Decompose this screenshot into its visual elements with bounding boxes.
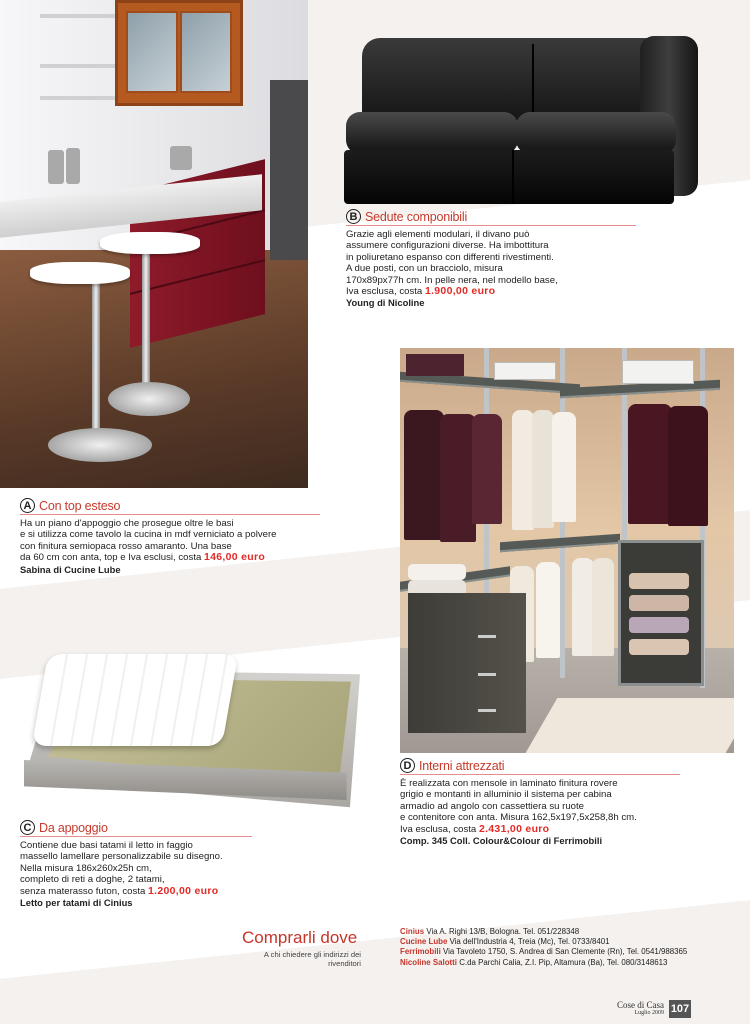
caption-line: completo di reti a doghe, 2 tatami, (20, 874, 165, 886)
dealer-entry (400, 958, 687, 968)
caption-a (20, 498, 320, 575)
stool-pole (142, 240, 150, 390)
caption-line: armadio ad angolo con cassettiera su ruote (400, 800, 584, 812)
caption-header (20, 498, 320, 515)
sofa-photo (340, 30, 702, 208)
caption-b (346, 209, 636, 309)
stool-seat (30, 262, 130, 284)
dealer-name: Nicoline Salotti (400, 957, 457, 967)
sofa-cushion (346, 112, 518, 154)
caption-line: grigio e montanti in alluminio il sistema per cabina (400, 789, 612, 801)
walk-in-closet-photo (400, 348, 734, 753)
storage-cabinet (618, 540, 704, 686)
dealer-entry (400, 947, 687, 957)
jacket (628, 404, 672, 524)
price: 1.900,00 euro (424, 285, 496, 298)
folded-towel (408, 564, 466, 580)
price: 2.431,00 euro (478, 822, 550, 835)
sofa-base (344, 150, 674, 204)
caption-body (400, 778, 680, 846)
caption-line: da 60 cm con anta, top e Iva esclusi, costa (20, 552, 202, 564)
caption-line: assumere configurazioni diverse. Ha imbottitura (346, 240, 549, 252)
shirt (592, 558, 614, 656)
caption-line: A due posti, con un bracciolo, misura (346, 263, 503, 275)
caption-header (20, 820, 252, 837)
price: 1.200,00 euro (148, 884, 219, 897)
where-to-buy-title: Comprarli dove (242, 928, 358, 947)
price: 146,00 euro (204, 551, 266, 564)
caption-line: Iva esclusa, costa (346, 286, 423, 298)
caption-line: È realizzata con mensole in laminato finitura rovere (400, 778, 618, 789)
dealer-entry (400, 937, 687, 947)
dealer-name: Cucine Lube (400, 937, 448, 947)
caption-line: Grazie agli elementi modulari, il divano può (346, 229, 530, 240)
dealer-address: C.da Parchi Calia, Z.I. Pip, Altamura (Ba), Tel. 080/3148613 (459, 957, 668, 967)
caption-line: con finitura semiopaca rosso amaranto. Una base (20, 540, 232, 552)
shirt (532, 410, 554, 528)
storage-box (622, 360, 694, 384)
where-to-buy-subtitle: A chi chiedere gli indirizzi dei rivenditori (263, 950, 361, 968)
jacket (472, 414, 502, 524)
shirt (572, 558, 594, 656)
caption-title: Da appoggio (39, 820, 108, 835)
dealer-entry (400, 927, 687, 937)
glass-door (180, 11, 232, 93)
dealer-address: Via dell'Industria 4, Treia (Mc), Tel. 0733/8401 (449, 937, 610, 947)
caption-body (20, 840, 252, 908)
kettle (66, 148, 80, 184)
manufacturer: Young di Nicoline (346, 297, 425, 309)
folded-linen (494, 362, 556, 380)
publication-footer (617, 1000, 664, 1016)
tatami-bed-photo (18, 648, 363, 816)
caption-title: Interni attrezzati (419, 758, 505, 773)
wall-cabinet (115, 0, 243, 106)
kettle (48, 150, 64, 184)
caption-body (346, 229, 636, 309)
caption-line: e contenitore con anta. Misura 162,5x197,5x258,8h cm. (400, 812, 637, 824)
shirt (512, 410, 534, 530)
caption-line: senza materasso futon, costa (20, 885, 146, 897)
issue-date: Luglio 2009 (634, 1010, 664, 1016)
caption-header (400, 758, 680, 775)
caption-line: Ha un piano d'appoggio che prosegue oltre le basi (20, 518, 234, 529)
glass-door (126, 11, 178, 93)
dealer-name: Ferrimobili (400, 947, 441, 957)
caption-title: Con top esteso (39, 498, 121, 513)
caption-line: Nella misura 186x260x25h cm, (20, 862, 152, 874)
caption-body (20, 518, 320, 575)
caption-letter-badge: A (20, 498, 35, 513)
stool-seat (100, 232, 200, 254)
jacket (668, 406, 708, 526)
manufacturer: Letto per tatami di Cinius (20, 897, 133, 909)
shelving-unit (270, 80, 308, 260)
caption-line: in poliuretano espanso con differenti rivestimenti. (346, 251, 554, 263)
dealer-name: Cinius (400, 927, 425, 936)
caption-c (20, 820, 252, 908)
caption-header (346, 209, 636, 226)
caption-letter-badge: B (346, 209, 361, 224)
caption-line: e si utilizza come tavolo la cucina in mdf verniciato a polvere (20, 529, 277, 541)
caption-d (400, 758, 680, 846)
drawer-unit-on-wheels (408, 593, 526, 733)
manufacturer: Comp. 345 Coll. Colour&Colour di Ferrimobili (400, 835, 603, 847)
dealer-address: Via A. Righi 13/B, Bologna. Tel. 051/228348 (426, 927, 580, 936)
futon-mattress (32, 654, 238, 746)
dealer-list (400, 927, 687, 968)
page-number: 107 (669, 1000, 691, 1018)
sofa-cushion (516, 112, 676, 154)
magazine-name: Cose di Casa (617, 1000, 664, 1010)
jacket (404, 410, 444, 540)
caption-title: Sedute componibili (365, 209, 468, 224)
caption-line: 170x89px77h cm. In pelle nera, nel modello base, (346, 274, 558, 286)
shirt (552, 412, 576, 522)
jacket (440, 414, 476, 542)
kitchen-photo (0, 0, 308, 488)
stool-base (108, 382, 190, 416)
rug (523, 698, 734, 753)
caption-letter-badge: D (400, 758, 415, 773)
caption-line: Contiene due basi tatami il letto in faggio (20, 840, 193, 851)
storage-box (406, 354, 464, 376)
caption-letter-badge: C (20, 820, 35, 835)
caption-line: Iva esclusa, costa (400, 823, 477, 835)
manufacturer: Sabina di Cucine Lube (20, 563, 121, 575)
shirt (536, 562, 560, 658)
stool-base (48, 428, 152, 462)
pot (170, 146, 192, 170)
caption-line: massello lamellare personalizzabile su disegno. (20, 851, 223, 863)
dealer-address: Via Tavoleto 1750, S. Andrea di San Clemente (Rn), Tel. 0541/988365 (442, 947, 688, 957)
stool-pole (92, 270, 100, 430)
